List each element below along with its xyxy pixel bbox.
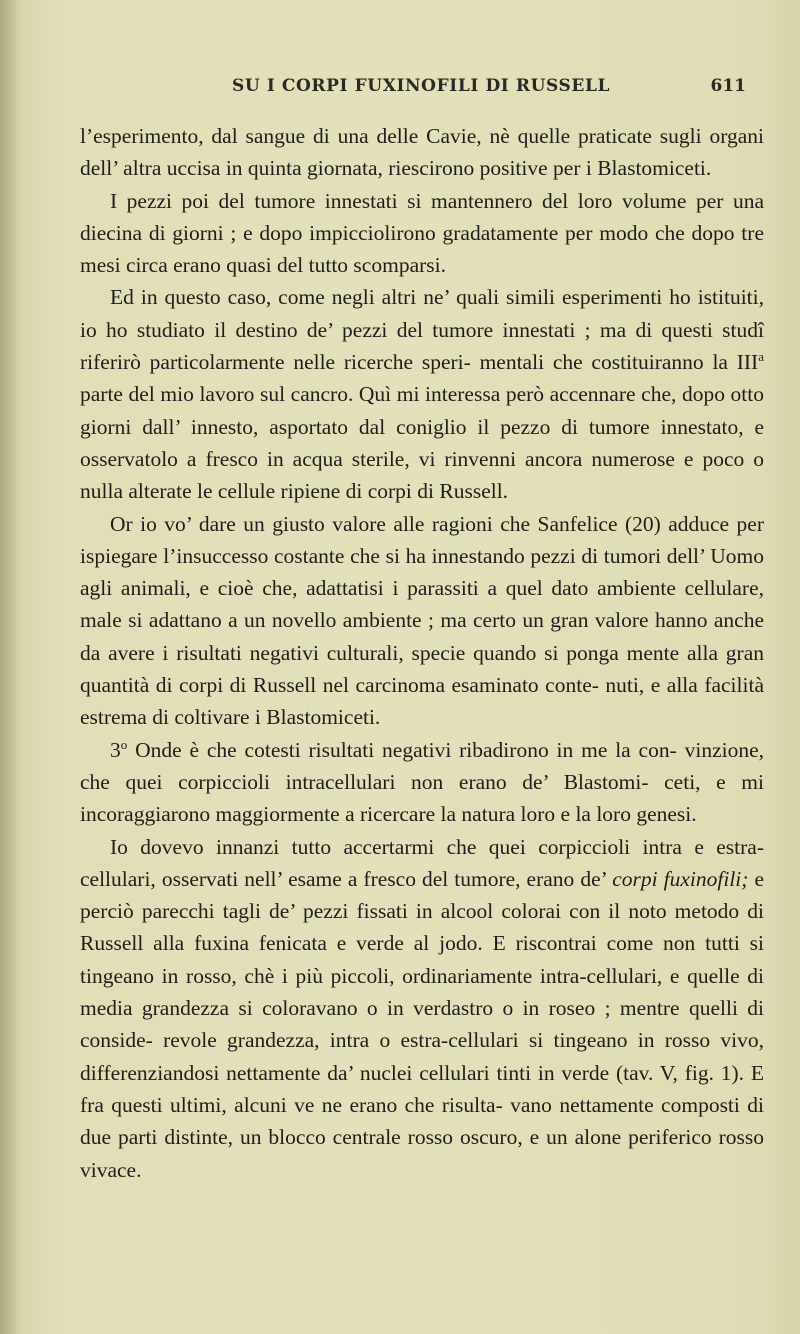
paragraph-6-part-b: e perciò parecchi tagli de’ pezzi fissati in alcool colorai con il noto metodo di Russell alla fuxina fenicata e verde al jodo. E riscontrai come non tutti si tingeano in rosso, chè i più piccoli, ordinariamente intra-cellulari, e quelle di media grandezza si coloravano o in verdastro o in roseo ; mentre quelli di conside- revole grandezza, intra o estra-cellulari si tingeano in rosso vivo, differenziandosi nettamente da’ nuclei cellulari tinti in verde (tav. V, fig. 1). E fra questi ultimi, alcuni ve ne erano che risulta- vano nettamente composti di due parti distinte, un blocco centrale rosso oscuro, e un alone periferico rosso vivace.	[80, 866, 764, 1182]
paragraph-5-text: Onde è che cotesti risultati negativi ribadirono in me la con- vinzione, che quei corpiccioli intracellulari non erano de’ Blastomi- ceti, e mi incoraggiarono maggiormente a ricercare la natura loro e la loro genesi.	[80, 737, 764, 827]
italic-term: corpi fuxinofili;	[612, 866, 749, 891]
paragraph-4: Or io vo’ dare un giusto valore alle ragioni che Sanfelice (20) adduce per ispiegare l’insuccesso costante che si ha innestando pezzi di tumori dell’ Uomo agli animali, e cioè che, adattatisi i parassiti a quel dato ambiente cellulare, male si adattano a un novello ambiente ; ma certo un gran valore hanno anche da avere i risultati negativi culturali, specie quando si ponga mente alla gran quantità di corpi di Russell nel carcinoma esaminato conte- nuti, e alla facilità estrema di coltivare i Blastomiceti.	[80, 511, 764, 730]
superscript-o: o	[120, 736, 128, 752]
body-text	[80, 120, 764, 1186]
page-edge-shadow	[0, 0, 22, 1334]
paragraph-3	[80, 281, 764, 507]
superscript-a: a	[758, 348, 764, 364]
paragraph-5-number: 3	[110, 737, 121, 762]
page-header	[232, 76, 746, 102]
paragraph-3-part-a: Ed in questo caso, come negli altri ne’ quali simili esperimenti ho istituiti, io ho studiato il destino de’ pezzi del tumore innestati ; ma di questi studî riferirò particolarmente nelle ricerche speri- mentali che costituiranno la III	[80, 285, 764, 375]
paragraph-3-part-b: parte del mio lavoro sul cancro. Quì mi interessa però accennare che, dopo otto giorni dall’ innesto, asportato dal coniglio il pezzo di tumore innestato, e osservatolo a fresco in acqua sterile, vi rinvenni ancora numerose e poco o nulla alterate le cellule ripiene di corpi di Russell.	[80, 382, 764, 504]
paragraph-2: I pezzi poi del tumore innestati si mantennero del loro volume per una diecina di giorni ; e dopo impicciolirono gradatamente per modo che dopo tre mesi circa erano quasi del tutto scomparsi.	[80, 188, 764, 278]
paragraph-6	[80, 831, 764, 1186]
paragraph-5	[80, 734, 764, 831]
paragraph-1: l’esperimento, dal sangue di una delle Cavie, nè quelle praticate sugli organi dell’ altra uccisa in quinta giornata, riescirono positive per i Blastomiceti.	[80, 124, 764, 181]
paragraph-6-part-a: Io dovevo innanzi tutto accertarmi che quei corpiccioli intra e estra-cellulari, osservati nell’ esame a fresco del tumore, erano de’	[80, 834, 764, 891]
running-title: SU I CORPI FUXINOFILI DI RUSSELL	[232, 76, 611, 96]
page-number: 611	[710, 76, 746, 96]
